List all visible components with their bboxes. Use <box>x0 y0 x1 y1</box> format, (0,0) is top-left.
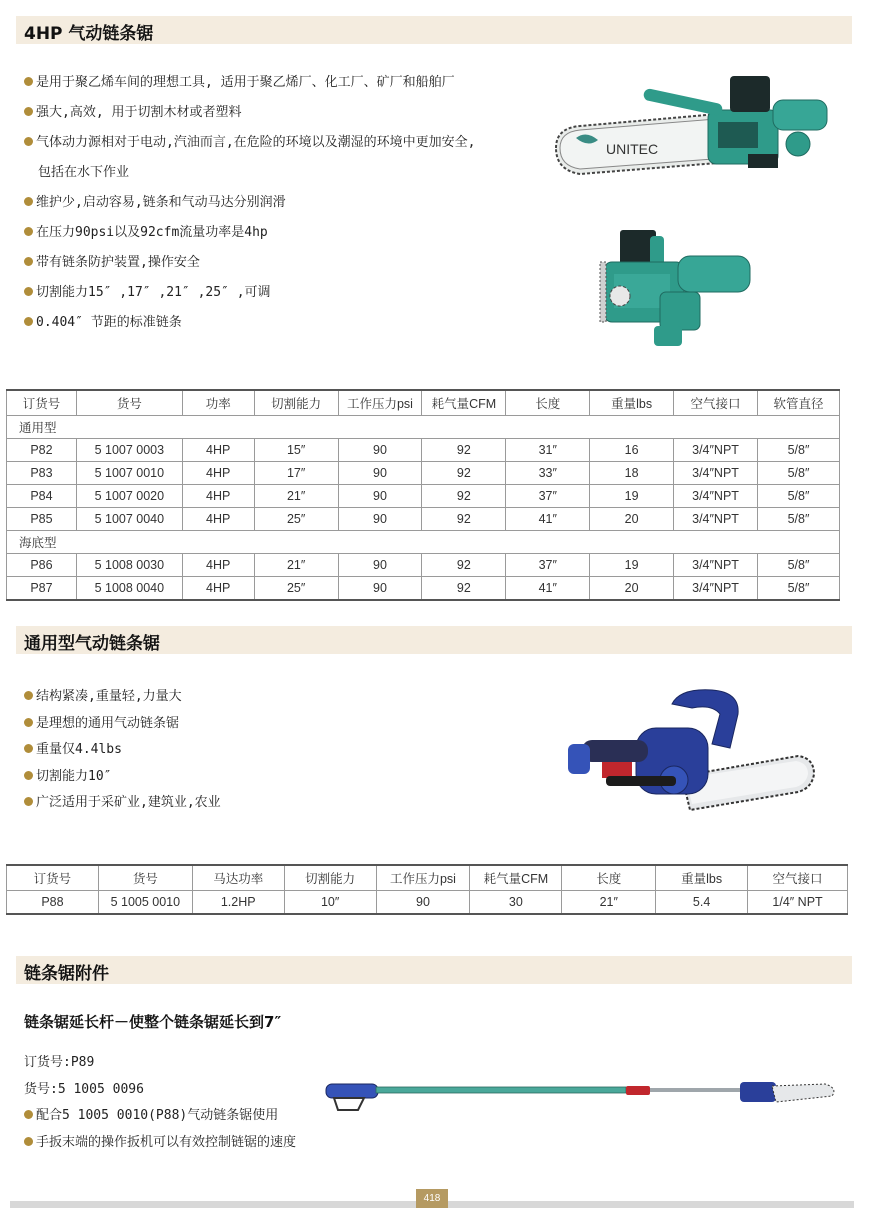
feature-list-general <box>24 684 221 817</box>
table-group-row <box>7 531 840 554</box>
table-cell: 15″ <box>254 439 338 462</box>
col-header: 重量lbs <box>590 390 674 416</box>
bullet-icon <box>24 257 33 266</box>
feature-item: 是用于聚乙烯车间的理想工具, 适用于聚乙烯厂、化工厂、矿厂和船舶厂 <box>24 68 475 98</box>
feature-item: 结构紧凑,重量轻,力量大 <box>24 684 221 711</box>
spec-table-4hp <box>6 389 840 601</box>
info-line: 订货号:P89 <box>24 1055 95 1070</box>
spec-table-general <box>6 864 848 915</box>
table-cell: 20 <box>590 508 674 531</box>
table-header-row <box>7 865 848 891</box>
table-cell: P83 <box>7 462 77 485</box>
table-cell: P88 <box>7 891 99 915</box>
accessory-info-list <box>24 1050 296 1156</box>
section-title: 链条锯附件 <box>24 964 109 984</box>
table-cell: 90 <box>338 485 422 508</box>
table-cell: 90 <box>376 891 470 915</box>
table-row <box>7 439 840 462</box>
bullet-icon <box>24 137 33 146</box>
bullet-icon <box>24 797 33 806</box>
table-cell: 17″ <box>254 462 338 485</box>
col-header: 订货号 <box>7 865 99 891</box>
bullet-icon <box>24 317 33 326</box>
table-cell: 5/8″ <box>758 508 840 531</box>
table-cell: 5/8″ <box>758 462 840 485</box>
pneumatic-chainsaw-front-image <box>590 222 760 350</box>
table-cell: 5 1005 0010 <box>98 891 192 915</box>
col-header: 长度 <box>562 865 656 891</box>
table-row <box>7 485 840 508</box>
table-cell: 25″ <box>254 577 338 601</box>
table-cell: 3/4″NPT <box>674 577 758 601</box>
col-header: 切割能力 <box>254 390 338 416</box>
table-cell: 21″ <box>254 485 338 508</box>
feature-list-4hp <box>24 68 475 338</box>
col-header: 工作压力psi <box>338 390 422 416</box>
bullet-icon <box>24 1137 33 1146</box>
table-cell: 92 <box>422 462 506 485</box>
table-cell: 5.4 <box>656 891 748 915</box>
feature-item: 强大,高效, 用于切割木材或者塑料 <box>24 98 475 128</box>
table-cell: 90 <box>338 577 422 601</box>
table-row <box>7 891 848 915</box>
table-cell: 1.2HP <box>192 891 284 915</box>
table-cell: 5 1007 0010 <box>76 462 182 485</box>
col-header: 马达功率 <box>192 865 284 891</box>
col-header: 工作压力psi <box>376 865 470 891</box>
group-label: 通用型 <box>7 416 840 439</box>
feature-item: 0.404″ 节距的标准链条 <box>24 308 475 338</box>
table-cell: 3/4″NPT <box>674 554 758 577</box>
table-cell: 21″ <box>562 891 656 915</box>
table-cell: 92 <box>422 577 506 601</box>
table-cell: 90 <box>338 462 422 485</box>
col-header: 货号 <box>98 865 192 891</box>
bullet-icon <box>24 107 33 116</box>
feature-item: 是理想的通用气动链条锯 <box>24 711 221 738</box>
col-header: 货号 <box>76 390 182 416</box>
table-cell: 25″ <box>254 508 338 531</box>
col-header: 订货号 <box>7 390 77 416</box>
table-cell: 5/8″ <box>758 439 840 462</box>
feature-item: 气体动力源相对于电动,汽油而言,在危险的环境以及潮湿的环境中更加安全, <box>24 128 475 158</box>
table-cell: 19 <box>590 554 674 577</box>
table-cell: 5 1007 0040 <box>76 508 182 531</box>
table-cell: 4HP <box>182 485 254 508</box>
bullet-icon <box>24 744 33 753</box>
feature-item: 重量仅4.4lbs <box>24 737 221 764</box>
table-cell: 5/8″ <box>758 554 840 577</box>
table-cell: 10″ <box>284 891 376 915</box>
col-header: 长度 <box>506 390 590 416</box>
table-cell: 90 <box>338 439 422 462</box>
col-header: 软管直径 <box>758 390 840 416</box>
feature-item-continuation: 包括在水下作业 <box>38 165 130 180</box>
bullet-icon <box>24 77 33 86</box>
table-cell: 3/4″NPT <box>674 439 758 462</box>
bullet-icon <box>24 227 33 236</box>
section-header-4hp <box>16 16 852 44</box>
table-cell: P87 <box>7 577 77 601</box>
bullet-icon <box>24 691 33 700</box>
table-cell: 37″ <box>506 554 590 577</box>
section-header-general <box>16 626 852 654</box>
info-line: 货号:5 1005 0096 <box>24 1081 144 1097</box>
chainsaw-extension-pole-image <box>320 1076 842 1116</box>
table-cell: 3/4″NPT <box>674 485 758 508</box>
table-row <box>7 462 840 485</box>
table-cell: 41″ <box>506 508 590 531</box>
table-cell: P85 <box>7 508 77 531</box>
feature-item: 手扳末端的操作扳机可以有效控制链锯的速度 <box>24 1130 296 1157</box>
col-header: 耗气量CFM <box>422 390 506 416</box>
accessory-subtitle: 链条锯延长杆－使整个链条锯延长到7″ <box>24 1013 282 1031</box>
feature-item: 切割能力15″ ,17″ ,21″ ,25″ ,可调 <box>24 278 475 308</box>
table-cell: 5 1007 0020 <box>76 485 182 508</box>
table-cell: 20 <box>590 577 674 601</box>
table-cell: 92 <box>422 554 506 577</box>
table-cell: 4HP <box>182 462 254 485</box>
table-cell: 5 1007 0003 <box>76 439 182 462</box>
bullet-icon <box>24 287 33 296</box>
table-cell: 92 <box>422 508 506 531</box>
table-cell: 90 <box>338 508 422 531</box>
section-title: 通用型气动链条锯 <box>24 634 160 654</box>
col-header: 耗气量CFM <box>470 865 562 891</box>
section-title: 4HP 气动链条锯 <box>24 24 154 44</box>
table-cell: 90 <box>338 554 422 577</box>
table-cell: P86 <box>7 554 77 577</box>
table-cell: 31″ <box>506 439 590 462</box>
page-number: 418 <box>416 1189 448 1208</box>
table-cell: P82 <box>7 439 77 462</box>
col-header: 功率 <box>182 390 254 416</box>
table-cell: 5 1008 0040 <box>76 577 182 601</box>
group-label: 海底型 <box>7 531 840 554</box>
section-header-accessories <box>16 956 852 984</box>
table-row <box>7 554 840 577</box>
bullet-icon <box>24 197 33 206</box>
table-cell: 3/4″NPT <box>674 462 758 485</box>
bar-brand-label: UNITEC <box>606 141 659 157</box>
bullet-icon <box>24 771 33 780</box>
feature-item: 切割能力10″ <box>24 764 221 791</box>
table-cell: 4HP <box>182 554 254 577</box>
col-header: 重量lbs <box>656 865 748 891</box>
table-cell: 41″ <box>506 577 590 601</box>
table-cell: 33″ <box>506 462 590 485</box>
feature-item: 带有链条防护装置,操作安全 <box>24 248 475 278</box>
feature-item: 维护少,启动容易,链条和气动马达分别润滑 <box>24 188 475 218</box>
table-cell: 5/8″ <box>758 577 840 601</box>
table-cell: 92 <box>422 485 506 508</box>
table-group-row <box>7 416 840 439</box>
bullet-icon <box>24 1110 33 1119</box>
feature-item: 在压力90psi以及92cfm流量功率是4hp <box>24 218 475 248</box>
col-header: 空气接口 <box>748 865 848 891</box>
table-cell: 37″ <box>506 485 590 508</box>
table-cell: 18 <box>590 462 674 485</box>
compact-chainsaw-image <box>562 684 818 824</box>
table-cell: 1/4″ NPT <box>748 891 848 915</box>
table-cell: 30 <box>470 891 562 915</box>
table-cell: 19 <box>590 485 674 508</box>
table-row <box>7 508 840 531</box>
table-cell: 21″ <box>254 554 338 577</box>
pneumatic-chainsaw-side-image <box>548 70 838 185</box>
table-cell: 92 <box>422 439 506 462</box>
table-cell: P84 <box>7 485 77 508</box>
col-header: 切割能力 <box>284 865 376 891</box>
col-header: 空气接口 <box>674 390 758 416</box>
table-header-row <box>7 390 840 416</box>
table-row <box>7 577 840 601</box>
table-cell: 3/4″NPT <box>674 508 758 531</box>
table-cell: 5/8″ <box>758 485 840 508</box>
table-cell: 4HP <box>182 508 254 531</box>
table-cell: 5 1008 0030 <box>76 554 182 577</box>
bullet-icon <box>24 718 33 727</box>
table-cell: 4HP <box>182 577 254 601</box>
table-cell: 4HP <box>182 439 254 462</box>
table-cell: 16 <box>590 439 674 462</box>
feature-item: 广泛适用于采矿业,建筑业,农业 <box>24 790 221 817</box>
feature-item: 配合5 1005 0010(P88)气动链条锯使用 <box>24 1103 296 1130</box>
